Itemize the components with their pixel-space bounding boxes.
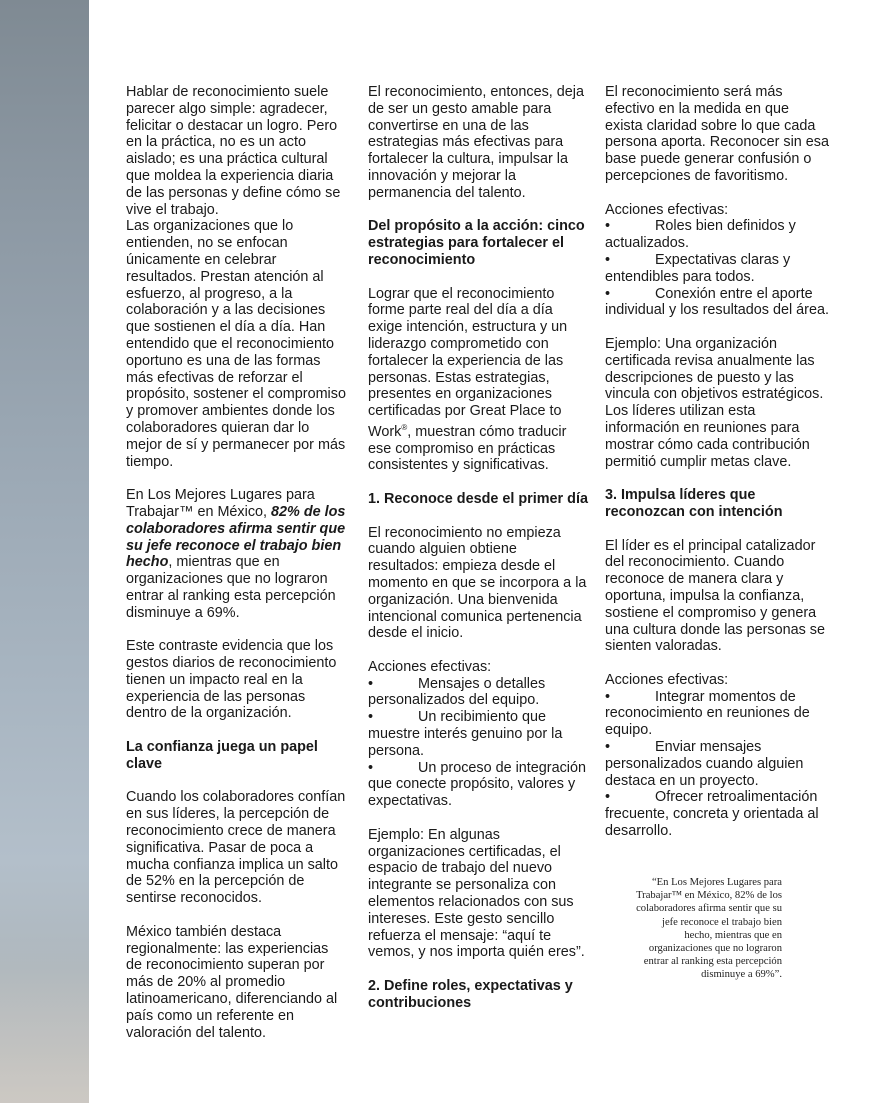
paragraph: Hablar de reconocimiento suele parecer algo simple: agradecer, felicitar o destacar un logro. Pero en la práctica, no es un acto aislado; es una práctica cultural que moldea la experiencia diaria de las personas y define cómo se vive el trabajo. bbox=[126, 84, 341, 218]
paragraph bbox=[368, 286, 590, 475]
paragraph: El reconocimiento será más efectivo en la medida en que exista claridad sobre lo que cada persona aporta. Reconocer sin esa base puede generar confusión o percepciones de favoritismo. bbox=[605, 84, 829, 184]
bullet-text: Un recibimiento que muestre interés genuino por la persona. bbox=[368, 709, 563, 759]
bullet-text: Un proceso de integración que conecte propósito, valores y expectativas. bbox=[368, 759, 586, 810]
text: En Los Mejores Lugares para Trabajar™ en México, bbox=[126, 487, 315, 520]
section-heading: 3. Impulsa líderes que reconozcan con intención bbox=[605, 487, 783, 520]
bullet-item bbox=[605, 252, 829, 286]
column-3 bbox=[605, 84, 829, 840]
actions-label: Acciones efectivas: bbox=[605, 201, 729, 218]
actions-label: Acciones efectivas: bbox=[605, 671, 729, 688]
bullet-text: Roles bien definidos y actualizados. bbox=[605, 218, 796, 252]
paragraph: El reconocimiento, entonces, deja de ser un gesto amable para convertirse en una de las estrategias más efectivas para fortalecer la cultura, impulsar la innovación y mejorar la permanencia del talento. bbox=[368, 84, 584, 201]
text: , muestran cómo traducir ese compromiso en prácticas consistentes y significativas. bbox=[368, 423, 567, 474]
bullet-icon: • bbox=[368, 759, 374, 776]
bullet-item bbox=[368, 676, 590, 710]
bullet-icon: • bbox=[368, 709, 374, 726]
column-2 bbox=[368, 84, 590, 1028]
bullet-item bbox=[605, 789, 829, 839]
section-heading: 2. Define roles, expectativas y contribuciones bbox=[368, 978, 573, 1011]
bullet-text: Mensajes o detalles personalizados del equipo. bbox=[368, 675, 546, 709]
bullet-item bbox=[605, 218, 829, 252]
bullet-text: Ofrecer retroalimentación frecuente, concreta y orientada al desarrollo. bbox=[605, 789, 819, 840]
paragraph-stat bbox=[126, 487, 348, 621]
bullet-item bbox=[605, 286, 829, 320]
bullet-item bbox=[605, 739, 829, 789]
paragraph: Cuando los colaboradores confían en sus líderes, la percepción de reconocimiento crece de manera significativa. Pasar de poca a mucha confianza implica un salto de 52% en la percepción de sentirse reconocidos. bbox=[126, 789, 346, 907]
text: Lograr que el reconocimiento forme parte real del día a día exige intención, estructura y un liderazgo comprometido con fortalecer la experiencia de las personas. Estas estrategias, presentes en organizaciones certificadas por Great Place to Work bbox=[368, 285, 568, 440]
section-heading: La confianza juega un papel clave bbox=[126, 739, 318, 772]
bullet-icon: • bbox=[605, 789, 611, 806]
section-heading: 1. Reconoce desde el primer día bbox=[368, 490, 588, 507]
bullet-icon: • bbox=[605, 285, 611, 302]
bullet-item bbox=[368, 760, 590, 810]
actions-label: Acciones efectivas: bbox=[368, 658, 492, 675]
paragraph: El líder es el principal catalizador del reconocimiento. Cuando reconoce de manera clara y oportuna, impulsa la confianza, sostiene el compromiso y genera una cultura donde las personas se sienten valoradas. bbox=[605, 537, 826, 655]
bullet-text: Integrar momentos de reconocimiento en reuniones de equipo. bbox=[605, 688, 810, 739]
side-photo-strip bbox=[0, 0, 89, 1103]
paragraph: Las organizaciones que lo entienden, no se enfocan únicamente en celebrar resultados. Prestan atención al esfuerzo, al progreso, a la colaboración y a las decisiones que sostienen el día a día. Han entendido que el reconocimiento oportuno es una de las formas más efectivas de reforzar el propósito, sostener el compromiso y promover ambientes donde los colaboradores quieran dar lo mejor de sí y permanecer por más tiempo. bbox=[126, 218, 346, 470]
bullet-icon: • bbox=[368, 675, 374, 692]
text: , mientras que en organizaciones que no lograron entrar al ranking esta percepción disminuye a 69%. bbox=[126, 554, 336, 621]
paragraph: Ejemplo: En algunas organizaciones certificadas, el espacio de trabajo del nuevo integrante se personaliza con elementos relacionados con sus intereses. Este gesto sencillo refuerza el mensaje: “aquí te vemos, y nos importa quién eres”. bbox=[368, 826, 585, 961]
bullet-icon: • bbox=[605, 688, 611, 705]
bullet-icon: • bbox=[605, 251, 611, 268]
paragraph: Ejemplo: Una organización certificada revisa anualmente las descripciones de puesto y las vincula con objetivos estratégicos. Los líderes utilizan esta información en reuniones para mostrar cómo cada contribución permitió cumplir metas clave. bbox=[605, 335, 824, 470]
paragraph: El reconocimiento no empieza cuando alguien obtiene resultados: empieza desde el momento en que se incorpora a la organización. Una bienvenida intencional comunica pertenencia desde el inicio. bbox=[368, 524, 587, 642]
highlight-text: 82% de los colaboradores afirma sentir que su jefe reconoce el trabajo bien hecho bbox=[126, 503, 346, 571]
bullet-icon: • bbox=[605, 739, 611, 756]
column-1 bbox=[126, 84, 348, 1058]
bullet-text: Enviar mensajes personalizados cuando alguien destaca en un proyecto. bbox=[605, 739, 804, 789]
pull-quote: “En Los Mejores Lugares para Trabajar™ en México, 82% de los colaboradores afirma sentir que su jefe reconoce el trabajo bien hecho, mientras que en organizaciones que no lograron entrar al ranking esta percepción disminuye a 69%”. bbox=[636, 877, 782, 981]
bullet-text: Expectativas claras y entendibles para todos. bbox=[605, 251, 791, 285]
bullet-item bbox=[605, 689, 829, 739]
bullet-text: Conexión entre el aporte individual y los resultados del área. bbox=[605, 285, 829, 319]
paragraph: Este contraste evidencia que los gestos diarios de reconocimiento tienen un impacto real en la experiencia de las personas dentro de la organización. bbox=[126, 638, 337, 722]
registered-mark: ® bbox=[401, 422, 408, 432]
bullet-item bbox=[368, 709, 590, 759]
section-heading: Del propósito a la acción: cinco estrategias para fortalecer el reconocimiento bbox=[368, 218, 585, 268]
bullet-icon: • bbox=[605, 218, 611, 235]
paragraph: México también destaca regionalmente: las experiencias de reconocimiento superan por más de 20% al promedio latinoamericano, diferenciando al país como un referente en valoración del talento. bbox=[126, 923, 338, 1041]
